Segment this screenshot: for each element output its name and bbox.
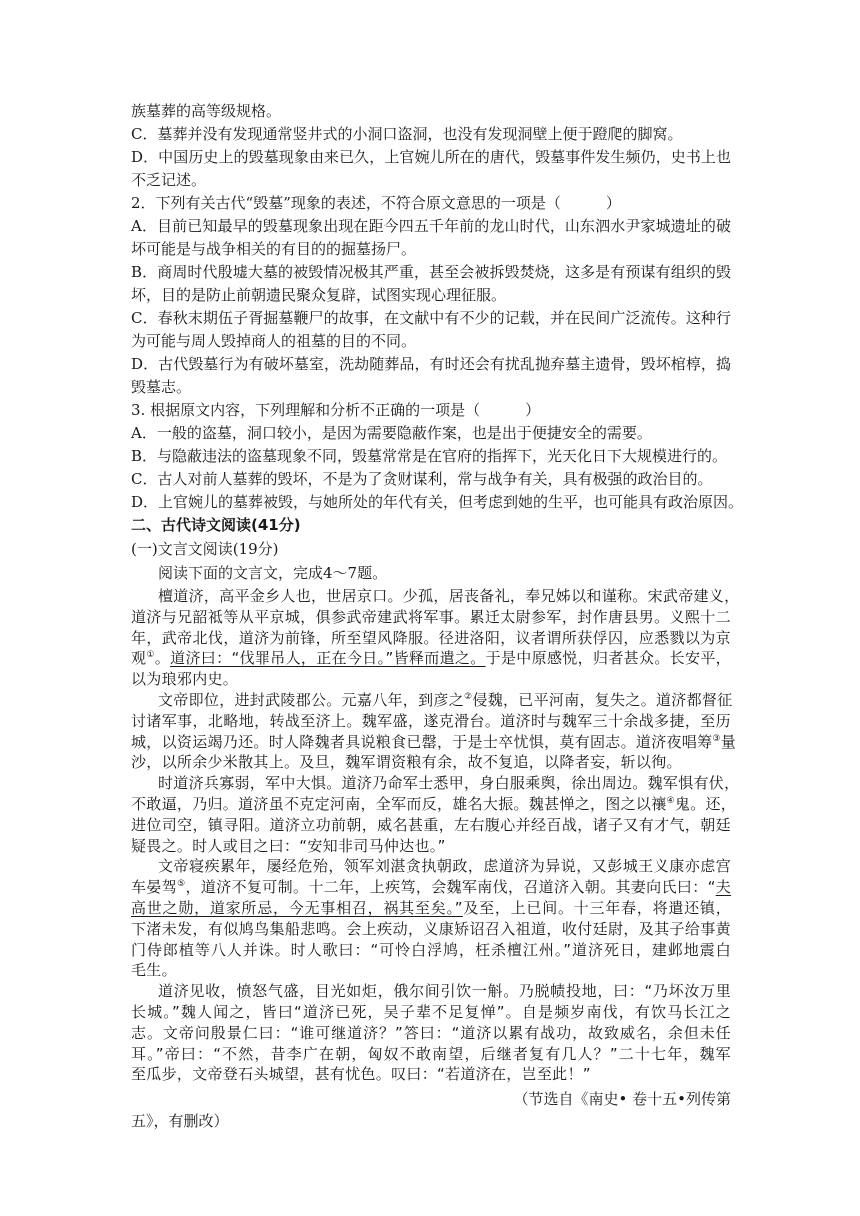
passage-text: ，道济不复可制。十二年，上疾笃，会魏军南伐，召道济入朝。其妻向氏曰：“ (185, 878, 716, 896)
passage-line (131, 836, 731, 856)
footnote-marker: ⑤ (177, 879, 186, 889)
footnote-marker: ④ (666, 796, 675, 806)
underlined-sentence: 道济曰：“伐罪吊人，正在今日。”皆释而遣之。 (170, 649, 486, 667)
passage-text: 道济与兄韶祗等从平京城，俱参武帝建武将军事。累迁太尉参军，封作唐县男。义熙十二 (131, 608, 731, 626)
passage-line (131, 648, 731, 668)
passage-line (131, 607, 731, 627)
passage-line (131, 877, 731, 897)
passage-line (158, 773, 740, 793)
text-line: A．目前已知最早的毁墓现象出现在距今四五千年前的龙山时代，山东泗水尹家城遗址的破 (131, 217, 731, 235)
passage-text: 毛生。 (131, 961, 177, 979)
passage-text: 年，武帝北伐，道济为前锋，所至望风降服。径进洛阳，议者谓所获俘囚，应悉戮以为京 (131, 629, 731, 647)
text-line: 二、古代诗文阅读(41分) (131, 516, 301, 534)
text-line: B．与隐蔽违法的盗墓现象不同，毁墓常常是在官府的指挥下，光天化日下大规模进行的。 (131, 447, 728, 465)
text-line: C．春秋末期伍子胥掘墓鞭尸的故事，在文献中有不少的记载，并在民间广泛流传。这种行 (131, 309, 731, 327)
passage-line (158, 981, 731, 1001)
footnote-marker: ③ (712, 734, 721, 744)
text-line: C．墓葬并没有发现通常竖井式的小洞口盗洞，也没有发现洞壁上便于蹬爬的脚窝。 (131, 125, 683, 143)
passage-text: 城，以资运竭乃还。时人降魏者具说粮食已罄，于是士卒忧惧，莫有固志。道济夜唱筹 (131, 733, 713, 751)
underlined-sentence: 夫 (715, 878, 732, 896)
footnote-marker: ② (464, 692, 473, 702)
text-line: 坏，目的是防止前朝遗民聚众复辟，试图实现心理征服。 (131, 286, 507, 304)
passage-text: 志。文帝问殷景仁曰：“谁可继道济？”答曰：“道济以累有战功，故致威名，余但未任 (131, 1024, 731, 1042)
passage-text: 。 (154, 649, 171, 667)
source-citation: （节选自《南史• 卷十五•列传第 (513, 1090, 731, 1108)
passage-text: 耳。”帝曰：“不然，昔李广在朝，匈奴不敢南望，后继者复有几人？”二十七年，魏军 (131, 1045, 731, 1063)
passage-line (131, 1064, 731, 1084)
passage-text: 檀道济，高平金乡人也，世居京口。少孤，居丧备礼，奉兄姊以和谨称。宋武帝建义， (158, 587, 740, 605)
source-citation-cont: 五》，有删改） (131, 1112, 229, 1130)
text-line: B．商周时代殷墟大墓的被毁情况极其严重，甚至会被拆毁焚烧，这多是有预谋有组织的毁 (131, 263, 731, 281)
passage-line (131, 711, 731, 731)
passage-text: 至瓜步，文帝登石头城望，甚有忧色。叹曰：“若道济在，岂至此！” (131, 1065, 591, 1083)
passage-line (131, 1002, 731, 1022)
passage-text: 疑畏之。时人或目之曰：“安知非司马仲达也。” (131, 837, 446, 855)
passage-text: 进位司空，镇寻阳。道济立功前朝，威名甚重，左右腹心并经百战，诸子又有才气，朝廷 (131, 816, 731, 834)
passage-text: 不敢逼，乃归。道济虽不克定河南，全军而反，雄名大振。魏甚惮之，图之以禳 (131, 795, 667, 813)
footnote-marker: ① (146, 650, 155, 660)
passage-line (131, 960, 731, 980)
text-line: 2．下列有关古代“毁墓”现象的表述，不符合原文意思的一项是（ ） (131, 194, 621, 212)
passage-line (131, 1044, 731, 1064)
passage-text: 讨诸军事，北略地，转战至济上。魏军盛，遂克滑台。道济时与魏军三十余战多捷，至历 (131, 712, 731, 730)
passage-text: 观 (131, 649, 147, 667)
passage-text: 鬼。还， (674, 795, 737, 813)
text-line: 3. 根据原文内容，下列理解和分析不正确的一项是（ ） (131, 401, 541, 419)
passage-line (131, 732, 737, 752)
text-line: 阅读下面的文言文，完成4～7题。 (158, 564, 388, 582)
passage-text: 道济见收，愤怒气盛，目光如炬，俄尔间引饮一斛。乃脱帻投地，曰：“乃坏汝万里 (158, 982, 731, 1000)
text-line: C．古人对前人墓葬的毁坏，不是为了贪财谋利，常与战争有关，具有极强的政治目的。 (131, 470, 713, 488)
text-line: (一)文言文阅读(19分) (131, 540, 279, 558)
passage-text: 以为琅邪内史。 (131, 670, 239, 688)
passage-text: 下渚未发，有似鸠鸟集船悲鸣。会上疾动，义康矫诏召入祖道，收付廷尉，及其子给事黄 (131, 920, 731, 938)
text-line: 不乏记述。 (131, 171, 207, 189)
passage-text: 沙，以所余少米散其上。及旦，魏军谓资粮有余，故不复追，以降者妄，斩以徇。 (131, 753, 682, 771)
passage-line (131, 1023, 731, 1043)
text-line: D．上官婉儿的墓葬被毁，与她所处的年代有关，但考虑到她的生平，也可能具有政治原因。 (131, 493, 744, 511)
passage-line (158, 586, 740, 606)
passage-text: 侵魏，已平河南，复失之。道济都督征 (472, 691, 733, 709)
passage-line (131, 669, 731, 689)
text-line: A．一般的盗墓，洞口较小，是因为需要隐蔽作案，也是出于便捷安全的需要。 (131, 424, 652, 442)
passage-text: 门侍郎植等八人并诛。时人歌曰：“可怜白浮鸠，枉杀檀江州。”道济死日，建邺地震白 (131, 941, 731, 959)
passage-text: 车晏驾 (131, 878, 178, 896)
text-line: 为可能与周人毁掉商人的祖墓的目的不同。 (131, 332, 417, 350)
passage-text: 及至，上已间。十三年春，将遣还镇， (462, 899, 732, 917)
text-line: D．中国历史上的毁墓现象由来已久，上官婉儿所在的唐代，毁墓事件发生频仍，史书上也 (131, 148, 731, 166)
passage-text: 于是中原感悦，归者甚众。长安平， (485, 649, 731, 667)
text-line: 族墓葬的高等级规格。 (131, 102, 282, 120)
passage-line (158, 690, 731, 710)
passage-line (158, 856, 731, 876)
passage-line (131, 898, 731, 918)
passage-text: 文帝即位，进封武陵郡公。元嘉八年，到彦之 (158, 691, 465, 709)
passage-text: 时道济兵寡弱，军中大惧。道济乃命军士悉甲，身白服乘舆，徐出周边。魏军惧有伏， (158, 774, 740, 792)
passage-line (131, 815, 731, 835)
passage-text: 长城。”魏人闻之，皆曰“道济已死，吴子辈不足复惮”。自是频岁南伐，有饮马长江之 (131, 1003, 731, 1021)
text-line: D．古代毁墓行为有破坏墓室，洗劫随葬品，有时还会有扰乱抛弃墓主遗骨，毁坏棺椁，捣 (131, 355, 731, 373)
text-line: 毁墓志。 (131, 378, 192, 396)
passage-text: 文帝寝疾累年，屡经危殆，领军刘湛贪执朝政，虑道济为异说，又彭城王义康亦虑宫 (158, 857, 731, 875)
passage-line (131, 940, 731, 960)
passage-line (131, 919, 731, 939)
text-line: 坏可能是与战争相关的有目的的掘墓扬尸。 (131, 240, 417, 258)
passage-text: 量 (720, 733, 737, 751)
passage-line (131, 628, 731, 648)
passage-line (131, 794, 737, 814)
passage-line (131, 752, 731, 772)
underlined-sentence: 高世之勋，道家所忌，今无事相召，祸其至矣。” (131, 899, 463, 917)
